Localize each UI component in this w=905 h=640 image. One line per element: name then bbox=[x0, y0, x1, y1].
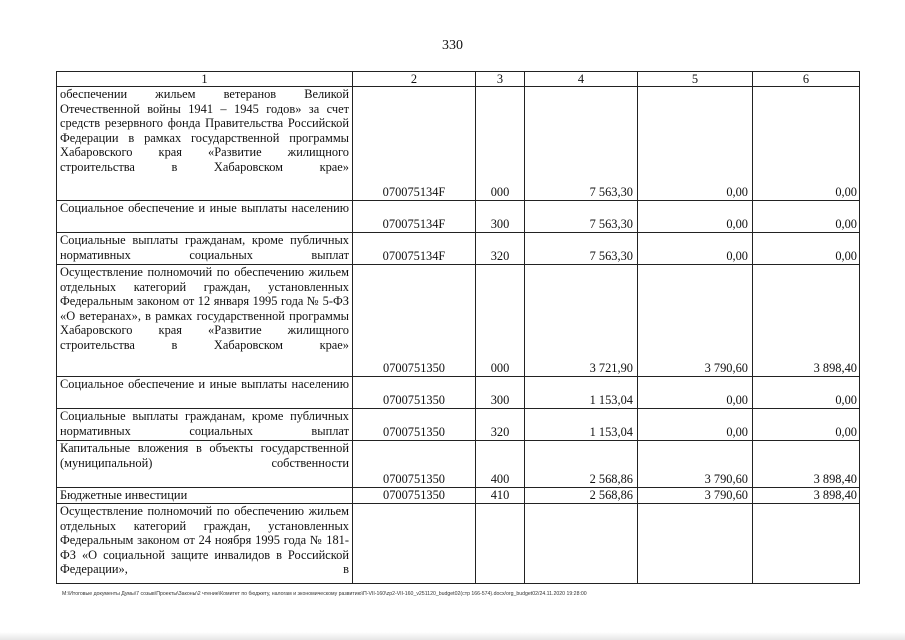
row-type: 400 bbox=[476, 441, 525, 488]
row-name: Капитальные вложения в объекты государственной (муниципальной) собственности bbox=[57, 441, 353, 488]
table-row bbox=[57, 488, 860, 504]
row-value-2: 3 790,60 bbox=[638, 441, 753, 488]
row-type: 000 bbox=[476, 265, 525, 377]
row-value-2 bbox=[638, 504, 753, 584]
header-cell-6: 6 bbox=[753, 72, 860, 87]
row-type: 320 bbox=[476, 233, 525, 265]
table-row bbox=[57, 265, 860, 377]
row-name: Бюджетные инвестиции bbox=[57, 488, 353, 504]
table-row bbox=[57, 441, 860, 488]
row-value-3: 0,00 bbox=[753, 377, 860, 409]
row-value-3: 0,00 bbox=[753, 409, 860, 441]
row-code: 070075134F bbox=[353, 201, 476, 233]
header-cell-1: 1 bbox=[57, 72, 353, 87]
row-type: 320 bbox=[476, 409, 525, 441]
row-value-3: 3 898,40 bbox=[753, 441, 860, 488]
row-value-1: 1 153,04 bbox=[525, 377, 638, 409]
row-code: 0700751350 bbox=[353, 377, 476, 409]
row-value-2: 0,00 bbox=[638, 233, 753, 265]
row-value-1: 7 563,30 bbox=[525, 87, 638, 201]
table-row bbox=[57, 233, 860, 265]
row-value-1 bbox=[525, 504, 638, 584]
row-name: Социальные выплаты гражданам, кроме публичных нормативных социальных выплат bbox=[57, 409, 353, 441]
table-row bbox=[57, 87, 860, 201]
row-value-1: 7 563,30 bbox=[525, 201, 638, 233]
row-value-2: 0,00 bbox=[638, 409, 753, 441]
row-code: 0700751350 bbox=[353, 488, 476, 504]
row-code: 070075134F bbox=[353, 87, 476, 201]
row-type: 300 bbox=[476, 377, 525, 409]
page-number: 330 bbox=[442, 38, 463, 53]
row-value-3: 0,00 bbox=[753, 233, 860, 265]
row-type: 300 bbox=[476, 201, 525, 233]
row-value-3: 0,00 bbox=[753, 87, 860, 201]
row-code bbox=[353, 504, 476, 584]
row-value-3 bbox=[753, 504, 860, 584]
row-code: 0700751350 bbox=[353, 265, 476, 377]
row-name: Социальное обеспечение и иные выплаты населению bbox=[57, 377, 353, 409]
row-value-2: 0,00 bbox=[638, 201, 753, 233]
row-value-2: 0,00 bbox=[638, 377, 753, 409]
header-cell-2: 2 bbox=[353, 72, 476, 87]
budget-table bbox=[56, 71, 860, 584]
row-value-1: 3 721,90 bbox=[525, 265, 638, 377]
row-value-1: 1 153,04 bbox=[525, 409, 638, 441]
row-value-1: 2 568,86 bbox=[525, 441, 638, 488]
row-type: 410 bbox=[476, 488, 525, 504]
header-cell-3: 3 bbox=[476, 72, 525, 87]
header-cell-5: 5 bbox=[638, 72, 753, 87]
row-code: 0700751350 bbox=[353, 409, 476, 441]
file-path-footer: M:\Итоговые документы Думы\7 созыв\Проекты\Законы\2 чтение\Комитет по бюджету, налогам и экономическому развитию\П-VII-160\zp2-VII-160_v251120_budget02(стр 166-574).docx/org_budget02/24.11.2020 19:28:00 bbox=[62, 591, 587, 597]
scan-edge bbox=[0, 632, 905, 640]
row-code: 070075134F bbox=[353, 233, 476, 265]
table-row bbox=[57, 409, 860, 441]
table-row bbox=[57, 504, 860, 584]
row-name: обеспечении жильем ветеранов Великой Отечественной войны 1941 – 1945 годов» за счет средств резервного фонда Правительства Российской Федерации в рамках государственной программы Хабаровского края «Развитие жилищного строительства в Хабаровском крае» bbox=[57, 87, 353, 201]
table-row bbox=[57, 201, 860, 233]
row-value-2: 3 790,60 bbox=[638, 488, 753, 504]
row-name: Осуществление полномочий по обеспечению жильем отдельных категорий граждан, установленных Федеральным законом от 24 ноября 1995 года № 181-ФЗ «О социальной защите инвалидов в Российской Федерации», в bbox=[57, 504, 353, 584]
row-value-2: 0,00 bbox=[638, 87, 753, 201]
row-name: Социальные выплаты гражданам, кроме публичных нормативных социальных выплат bbox=[57, 233, 353, 265]
header-cell-4: 4 bbox=[525, 72, 638, 87]
table-row bbox=[57, 377, 860, 409]
row-value-3: 0,00 bbox=[753, 201, 860, 233]
row-type bbox=[476, 504, 525, 584]
row-value-2: 3 790,60 bbox=[638, 265, 753, 377]
row-name: Осуществление полномочий по обеспечению жильем отдельных категорий граждан, установленных Федеральным законом от 12 января 1995 года № 5-ФЗ «О ветеранах», в рамках государственной программы Хабаровского края «Развитие жилищного строительства в Хабаровском крае» bbox=[57, 265, 353, 377]
table-header-row bbox=[57, 72, 860, 87]
row-value-1: 7 563,30 bbox=[525, 233, 638, 265]
row-type: 000 bbox=[476, 87, 525, 201]
row-name: Социальное обеспечение и иные выплаты населению bbox=[57, 201, 353, 233]
row-value-3: 3 898,40 bbox=[753, 488, 860, 504]
row-value-1: 2 568,86 bbox=[525, 488, 638, 504]
row-value-3: 3 898,40 bbox=[753, 265, 860, 377]
row-code: 0700751350 bbox=[353, 441, 476, 488]
